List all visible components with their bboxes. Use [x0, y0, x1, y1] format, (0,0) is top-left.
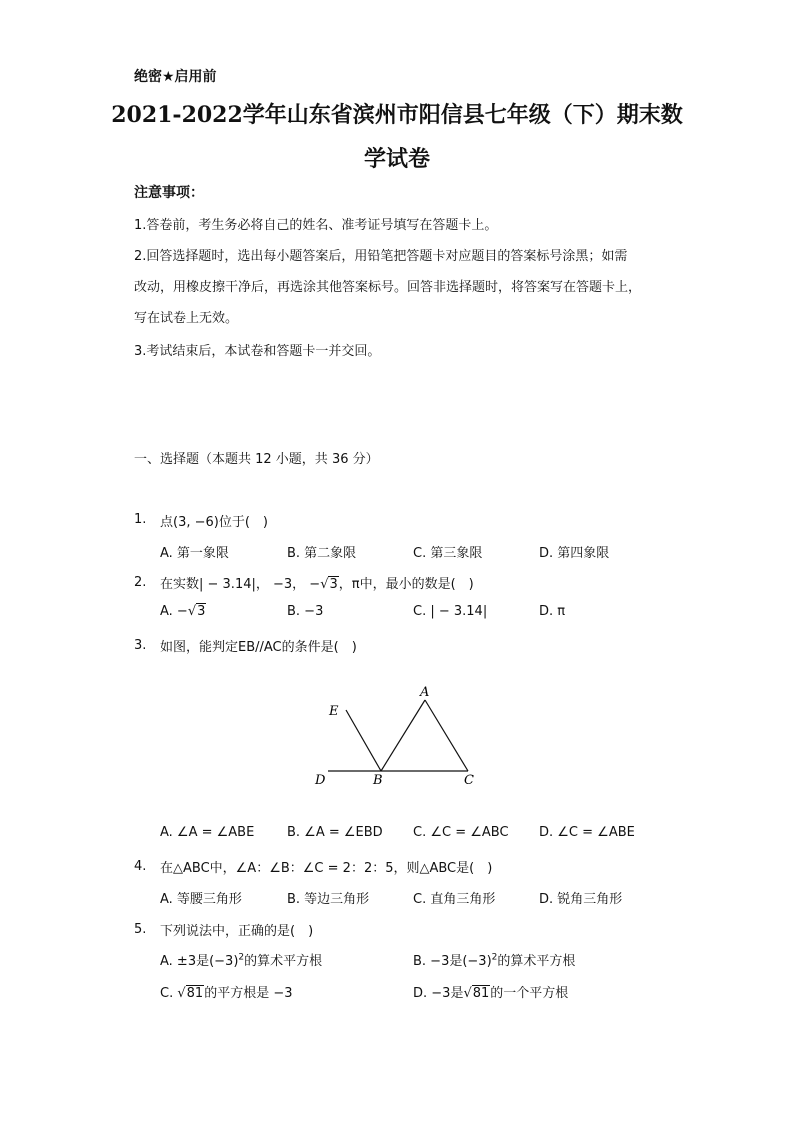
notice-item-1: 1.答卷前，考生务必将自己的姓名、准考证号填写在答题卡上。 — [134, 218, 498, 233]
option-d: D. π — [539, 604, 566, 619]
stem-text-post: ，π中，最小的数是( ) — [338, 577, 474, 592]
geometry-figure — [300, 680, 500, 795]
question-number: 5. — [134, 922, 147, 937]
option-c: C. ∠C = ∠ABC — [413, 825, 509, 840]
question-stem: 如图，能判定EB//AC的条件是( ) — [160, 640, 357, 655]
notice-item-2-line3: 写在试卷上无效。 — [134, 311, 239, 326]
sqrt-expression: √3 — [320, 577, 338, 592]
label-d: D — [315, 773, 326, 788]
question-number: 2. — [134, 575, 147, 590]
option-d: D. ∠C = ∠ABE — [539, 825, 635, 840]
question-number: 3. — [134, 638, 147, 653]
option-d: D. −3是√81的一个平方根 — [413, 986, 569, 1001]
notice-heading: 注意事项： — [134, 185, 204, 201]
option-a: A. −√3 — [160, 604, 206, 619]
option-c: C. 第三象限 — [413, 546, 483, 561]
option-a: A. 第一象限 — [160, 546, 229, 561]
label-c: C — [464, 773, 474, 788]
label-a: A — [420, 685, 430, 700]
segment-ba — [381, 700, 425, 771]
option-b: B. −3 — [287, 604, 324, 619]
exam-title-line1: 2021-2022学年山东省滨州市阳信县七年级（下）期末数 — [111, 102, 683, 128]
question-number: 4. — [134, 859, 147, 874]
notice-item-2-line2: 改动，用橡皮擦干净后，再选涂其他答案标号。回答非选择题时，将答案写在答题卡上， — [134, 280, 642, 295]
option-a: A. ±3是$(-3)^2$的算术平方根 — [160, 952, 323, 969]
question-stem — [160, 573, 474, 592]
option-a: A. ∠A = ∠ABE — [160, 825, 255, 840]
option-c: C. 直角三角形 — [413, 892, 496, 907]
notice-item-3: 3.考试结束后，本试卷和答题卡一并交回。 — [134, 344, 381, 359]
section-title: 一、选择题（本题共 12 小题，共 36 分） — [134, 452, 379, 467]
label-e: E — [329, 704, 339, 719]
option-d: D. 第四象限 — [539, 546, 610, 561]
option-c: C. | − 3.14| — [413, 604, 488, 619]
option-b: B. −3是$(-3)^2$的算术平方根 — [413, 952, 576, 969]
segment-ac — [425, 700, 468, 771]
option-d: D. 锐角三角形 — [539, 892, 623, 907]
option-c: C. √81的平方根是 −3 — [160, 986, 293, 1001]
option-b: B. 第二象限 — [287, 546, 357, 561]
question-stem: 下列说法中，正确的是( ) — [160, 924, 314, 939]
stem-text-pre: 在实数| − 3.14|， −3， − — [160, 577, 321, 592]
option-b: B. 等边三角形 — [287, 892, 370, 907]
segment-eb — [346, 710, 381, 771]
notice-item-2-line1: 2.回答选择题时，选出每小题答案后，用铅笔把答题卡对应题目的答案标号涂黑；如需 — [134, 249, 628, 264]
label-b: B — [373, 773, 383, 788]
exam-title-line2: 学试卷 — [363, 146, 430, 172]
option-a: A. 等腰三角形 — [160, 892, 242, 907]
question-stem: 在△ABC中，∠A：∠B：∠C = 2：2：5，则△ABC是( ) — [160, 861, 493, 876]
option-b: B. ∠A = ∠EBD — [287, 825, 383, 840]
question-number: 1. — [134, 512, 147, 527]
question-stem: 点(3, −6)位于( ) — [160, 515, 268, 530]
confidential-label: 绝密★启用前 — [134, 69, 217, 85]
